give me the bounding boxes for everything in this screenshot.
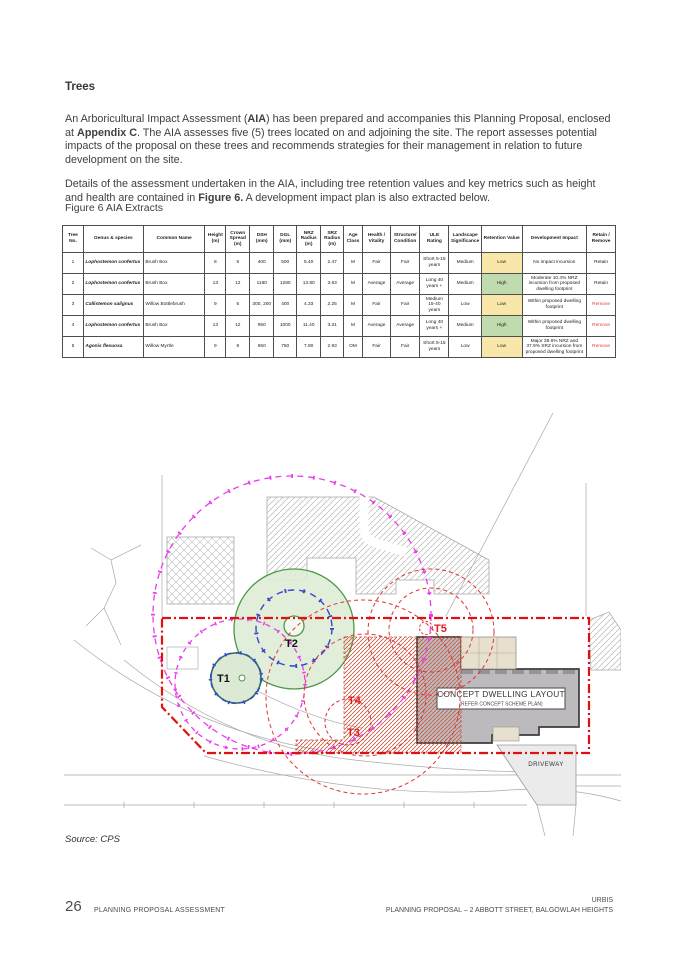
table-cell: Short 5-15 years (420, 253, 449, 274)
table-cell: Medium (449, 316, 481, 337)
table-cell: Medium 15-40 years (420, 295, 449, 316)
table-cell: Fair (362, 253, 390, 274)
table-row (63, 295, 616, 316)
table-cell: Agonis flexuosa (83, 337, 143, 358)
table-cell: Within proposed dwelling footprint (522, 295, 587, 316)
table-cell: Remove (587, 316, 616, 337)
table-cell: Retain (587, 253, 616, 274)
table-cell: 11.40 (297, 316, 321, 337)
footer-brand: URBIS (591, 897, 613, 904)
table-cell: 1000 (274, 316, 297, 337)
table-cell: Major 38.6% NRZ and 37.9% SRZ incursion from proposed dwelling footprint (522, 337, 587, 358)
footer-doc-title: PLANNING PROPOSAL ASSESSMENT (94, 907, 225, 914)
table-row (63, 253, 616, 274)
t3-label: T3 (347, 727, 360, 739)
table-row (63, 274, 616, 295)
table-cell: 8 (205, 253, 226, 274)
table-header-cell: SRZ Radius (m) (321, 226, 344, 253)
table-cell: 500 (274, 253, 297, 274)
table-header-cell: Common Name (143, 226, 205, 253)
table-cell: 1 (63, 253, 84, 274)
table-header-cell: ULE Rating (420, 226, 449, 253)
table-cell: 5 (226, 253, 250, 274)
driveway-label: DRIVEWAY (528, 761, 564, 768)
t2-label: T2 (285, 638, 298, 650)
page-number: 26 (65, 898, 82, 915)
table-cell: Callistemon salignus (83, 295, 143, 316)
table-cell: Willow Myrtle (143, 337, 205, 358)
table-cell: 4 (63, 316, 84, 337)
table-cell: 3.63 (321, 274, 344, 295)
table-cell: M (344, 316, 363, 337)
table-header-cell: Crown Spread (m) (226, 226, 250, 253)
table-cell: Low (481, 295, 522, 316)
table-cell: Medium (449, 274, 481, 295)
table-cell: Lophostemon confertus (83, 274, 143, 295)
table-cell: Low (449, 295, 481, 316)
table-header-cell: DSH (mm) (250, 226, 274, 253)
table-cell: Brush Box (143, 316, 205, 337)
aia-table (62, 225, 616, 358)
footer-project: PLANNING PROPOSAL – 2 ABBOTT STREET, BALGOWLAH HEIGHTS (385, 907, 613, 914)
table-cell: 12 (226, 274, 250, 295)
table-cell: Remove (587, 337, 616, 358)
dwelling-subtitle: (REFER CONCEPT SCHEME PLAN) (459, 701, 543, 708)
table-header-cell: Landscape Significance (449, 226, 481, 253)
dwelling-title: CONCEPT DWELLING LAYOUT (437, 689, 565, 699)
table-cell: 400 (274, 295, 297, 316)
hatched-strip-right (589, 612, 621, 670)
table-cell: Average (391, 274, 420, 295)
table-header-cell: Health / Vitality (362, 226, 390, 253)
details-text: Details of the assessment undertaken in the AIA, including tree retention values and key metrics such as height and health are contained in (65, 177, 596, 204)
section-heading: Trees (65, 81, 96, 93)
table-cell: 12 (226, 316, 250, 337)
table-cell: 2.47 (321, 253, 344, 274)
intro-text: ) has been prepared and accompanies this Planning Proposal, enclosed at (65, 112, 611, 139)
table-cell: Average (391, 316, 420, 337)
hatched-outbuilding (167, 537, 234, 604)
table-header-cell: Tree No. (63, 226, 84, 253)
table-cell: Low (481, 253, 522, 274)
table-cell: Willow Bottlebrush (143, 295, 205, 316)
table-cell: 8 (226, 337, 250, 358)
table-cell: 9 (205, 337, 226, 358)
table-cell: 5.40 (297, 253, 321, 274)
source-note: Source: CPS (65, 834, 120, 845)
t5-label: T5 (434, 623, 447, 635)
table-row (63, 337, 616, 358)
table-cell: M (344, 274, 363, 295)
table-cell: 1160 (250, 274, 274, 295)
table-cell: M (344, 295, 363, 316)
table-header-cell: NRZ Radius (m) (297, 226, 321, 253)
site-plan-figure (64, 398, 621, 836)
table-cell: Lophostemon confertus (83, 316, 143, 337)
table-cell: Fair (391, 295, 420, 316)
table-cell: Long 40 years + (420, 274, 449, 295)
table-header-row (63, 226, 616, 253)
table-header-cell: Retain / Remove (587, 226, 616, 253)
table-header-cell: Retention Value (481, 226, 522, 253)
table-header-cell: Structure/ Condition (391, 226, 420, 253)
table-cell: 2 (63, 274, 84, 295)
aia-table-container (62, 225, 616, 358)
table-cell: 7.80 (297, 337, 321, 358)
table-cell: 400 (250, 253, 274, 274)
table-header-cell: Genus & species (83, 226, 143, 253)
table-cell: Retain (587, 274, 616, 295)
table-cell: Brush Box (143, 274, 205, 295)
table-cell: 3.31 (321, 316, 344, 337)
table-cell: 750 (274, 337, 297, 358)
table-cell: Average (362, 316, 390, 337)
table-cell: M (344, 253, 363, 274)
table-cell: 3 (63, 295, 84, 316)
rear-deck (493, 727, 519, 741)
details-text: A development impact plan is also extracted below. (243, 191, 490, 204)
table-row (63, 316, 616, 337)
table-cell: OM (344, 337, 363, 358)
table-cell: 13 (205, 274, 226, 295)
table-cell: Low (481, 337, 522, 358)
figure6-bold: Figure 6. (198, 191, 244, 204)
table-cell: Long 40 years + (420, 316, 449, 337)
table-cell: 1280 (274, 274, 297, 295)
table-cell: Brush Box (143, 253, 205, 274)
table-cell: 5 (226, 295, 250, 316)
aia-bold: AIA (247, 112, 267, 125)
table-header-cell: Height (m) (205, 226, 226, 253)
table-cell: Within proposed dwelling footprint (522, 316, 587, 337)
table-cell: Medium (449, 253, 481, 274)
table-cell: High (481, 274, 522, 295)
site-plan (64, 398, 621, 836)
table-cell: Lophostemon confertus (83, 253, 143, 274)
table-header-cell: Development Impact (522, 226, 587, 253)
table-cell: Remove (587, 295, 616, 316)
table-cell: 5 (63, 337, 84, 358)
table-cell: 13.80 (297, 274, 321, 295)
intro-text: An Arboricultural Impact Assessment ( (65, 112, 248, 125)
table-cell: 2.93 (321, 337, 344, 358)
table-cell: 300, 200 (250, 295, 274, 316)
table-header-cell: Age Class (344, 226, 363, 253)
table-cell: 950 (250, 316, 274, 337)
t1-label: T1 (217, 673, 230, 685)
table-cell: Short 5-15 years (420, 337, 449, 358)
table-cell: Average (362, 274, 390, 295)
intro-paragraph (65, 113, 615, 168)
table-cell: Low (449, 337, 481, 358)
table-cell: Fair (362, 295, 390, 316)
table-cell: 4.33 (297, 295, 321, 316)
table-cell: 650 (250, 337, 274, 358)
figure-caption: Figure 6 AIA Extracts (65, 202, 164, 214)
t4-label: T4 (348, 695, 361, 707)
table-cell: 13 (205, 316, 226, 337)
table-header-cell: DGL (mm) (274, 226, 297, 253)
table-cell: No impact incursion (522, 253, 587, 274)
dwelling-label-box (437, 688, 565, 709)
table-cell: 2.25 (321, 295, 344, 316)
intro-text: . The AIA assesses five (5) trees located on and adjoining the site. The report assesses potential impacts of the proposal on these trees and recommends strategies for their management in relation to future development on the site. (65, 126, 597, 167)
appendix-bold: Appendix C (77, 126, 137, 139)
table-cell: 9 (205, 295, 226, 316)
table-cell: Moderate 10.4% NRZ incursion from proposed dwelling footprint (522, 274, 587, 295)
t1-trunk (239, 675, 245, 681)
table-cell: Fair (391, 253, 420, 274)
table-cell: High (481, 316, 522, 337)
table-cell: Fair (362, 337, 390, 358)
table-cell: Fair (391, 337, 420, 358)
